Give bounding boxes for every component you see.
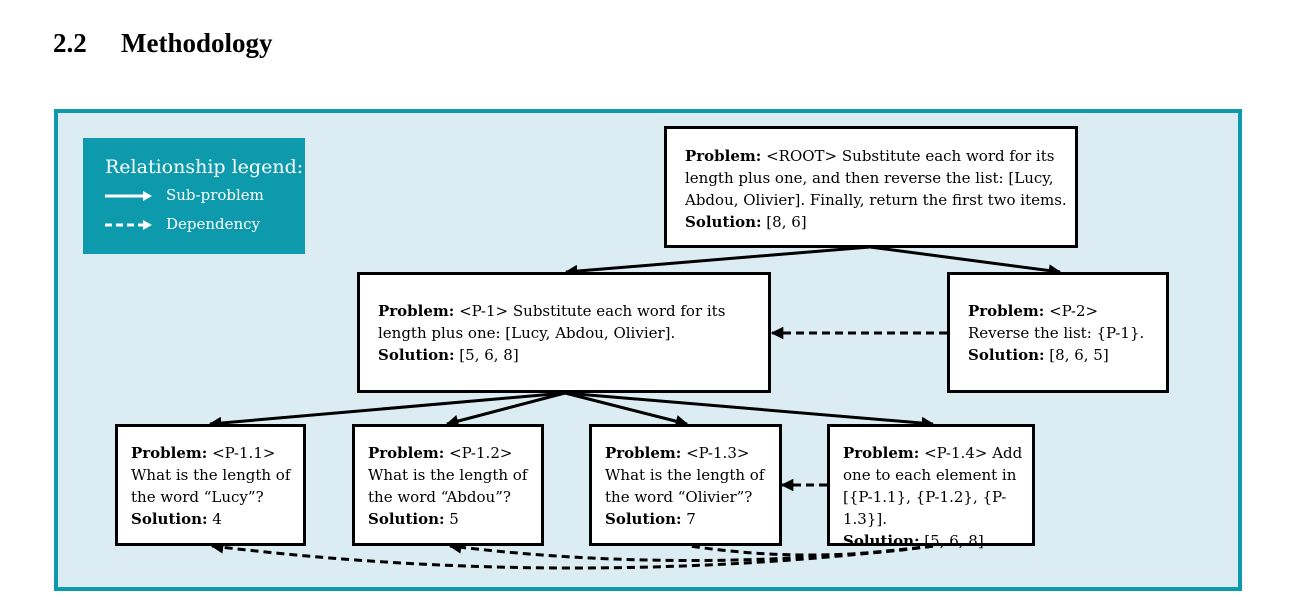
solid-arrow-icon: [105, 188, 155, 204]
problem-label: Problem:: [378, 302, 455, 320]
problem-text: <P-1.3> What is the length of the word “Olivier”?: [605, 444, 765, 506]
problem-label: Problem:: [368, 444, 445, 462]
node-p2-text: [968, 300, 1163, 366]
node-p1-3: [589, 424, 782, 546]
problem-text: <P-1.1> What is the length of the word “Lucy”?: [131, 444, 291, 506]
solution-text: [5, 6, 8]: [454, 346, 519, 364]
legend-title: Relationship legend:: [105, 156, 304, 178]
node-p1-3-text: [605, 442, 777, 530]
solution-text: [8, 6]: [761, 213, 807, 231]
node-p2: [947, 272, 1169, 393]
node-p1-2-text: [368, 442, 540, 530]
solution-text: 5: [444, 510, 459, 528]
edge-root-to-p1: [566, 247, 870, 272]
legend-dependency: [105, 215, 295, 235]
node-p1-4-text: [843, 442, 1031, 552]
legend-subproblem: [105, 186, 295, 206]
node-p1-text: [378, 300, 758, 366]
node-root: [664, 126, 1078, 248]
problem-text: <P-2> Reverse the list: {P-1}.: [968, 302, 1145, 342]
dashed-arrow-icon: [105, 217, 155, 233]
problem-label: Problem:: [605, 444, 682, 462]
legend-subproblem-label: Sub-problem: [166, 186, 264, 204]
relationship-legend: [83, 138, 305, 254]
problem-text: <ROOT> Substitute each word for its length plus one, and then reverse the list: [Lucy, Abdou, Olivier]. Finally, return the first two items.: [685, 147, 1067, 209]
solution-text: [8, 6, 5]: [1044, 346, 1109, 364]
solution-label: Solution:: [131, 510, 208, 528]
edge-root-to-p2: [870, 247, 1060, 272]
problem-text: <P-1> Substitute each word for its length plus one: [Lucy, Abdou, Olivier].: [378, 302, 726, 342]
legend-dependency-label: Dependency: [166, 215, 261, 233]
section-title: Methodology: [121, 28, 273, 58]
problem-label: Problem:: [685, 147, 762, 165]
solution-text: 7: [681, 510, 696, 528]
solution-label: Solution:: [685, 213, 762, 231]
problem-text: <P-1.4> Add one to each element in [{P-1.1}, {P-1.2}, {P-1.3}].: [843, 444, 1023, 528]
solution-label: Solution:: [368, 510, 445, 528]
node-root-text: [685, 145, 1070, 233]
solution-label: Solution:: [378, 346, 455, 364]
solution-text: 4: [207, 510, 222, 528]
section-number: 2.2: [53, 28, 87, 58]
solution-label: Solution:: [968, 346, 1045, 364]
problem-label: Problem:: [843, 444, 920, 462]
problem-label: Problem:: [131, 444, 208, 462]
node-p1-2: [352, 424, 544, 546]
node-p1-1: [115, 424, 306, 546]
node-p1-4: [827, 424, 1035, 550]
problem-label: Problem:: [968, 302, 1045, 320]
node-p1: [357, 272, 771, 393]
solution-label: Solution:: [605, 510, 682, 528]
node-p1-1-text: [131, 442, 301, 530]
problem-text: <P-1.2> What is the length of the word “Abdou”?: [368, 444, 528, 506]
solution-label: Solution:: [843, 532, 920, 550]
solution-text: [5, 6, 8]: [919, 532, 984, 550]
